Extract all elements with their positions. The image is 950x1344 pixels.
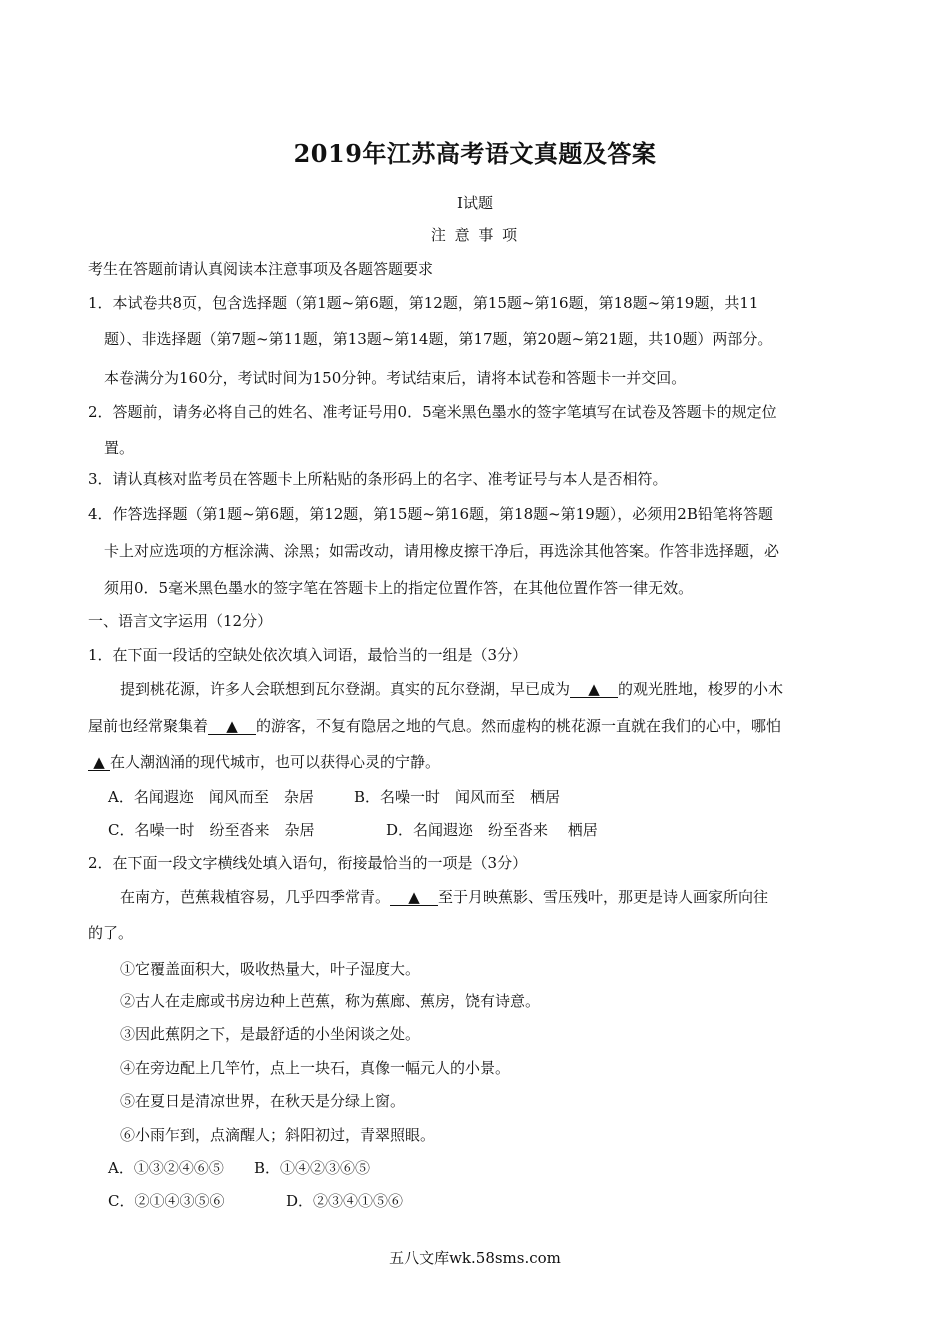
notice-4-line-2: 卡上对应选项的方框涂满、涂黑；如需改动，请用橡皮擦干净后，再选涂其他答案。作答非选择题，必 xyxy=(104,542,780,560)
q1-option-a: A．名闻遐迩 闻风而至 杂居 xyxy=(108,788,314,806)
part-label: I试题 xyxy=(457,194,493,212)
notice-4-line-1: 4．作答选择题（第1题~第6题，第12题，第15题~第16题，第18题~第19题），必须用2B铅笔将答题 xyxy=(88,505,773,523)
q1-passage-text-3: 在人潮汹涌的现代城市，也可以获得心灵的宁静。 xyxy=(110,753,441,771)
notice-2-line-2: 置。 xyxy=(104,439,135,457)
notice-1-line-3: 本卷满分为160分，考试时间为150分钟。考试结束后，请将本试卷和答题卡一并交回。 xyxy=(104,369,687,387)
notice-heading: 注 意 事 项 xyxy=(430,226,520,244)
notice-1-line-2: 题）、非选择题（第7题~第11题，第13题~第14题，第17题，第20题~第21题，共10题）两部分。 xyxy=(104,330,773,348)
notice-2-line-1: 2．答题前，请务必将自己的姓名、准考证号用0．5毫米黑色墨水的签字笔填写在试卷及答题卡的规定位 xyxy=(88,403,777,421)
q2-sentence-2: ②古人在走廊或书房边种上芭蕉，称为蕉廊、蕉房，饶有诗意。 xyxy=(120,992,541,1010)
q2-passage-text-1b: 至于月映蕉影、雪压残叶，那更是诗人画家所向往 xyxy=(438,888,769,906)
q1-passage-line-2 xyxy=(88,715,781,736)
notice-3-line-1: 3．请认真核对监考员在答题卡上所粘贴的条形码上的名字、准考证号与本人是否相符。 xyxy=(88,470,668,488)
answer-blank-2: ▲ xyxy=(208,718,256,735)
section-heading: 一、语言文字运用（12分） xyxy=(88,612,273,630)
q1-passage-text-1b: 的观光胜地，梭罗的小木 xyxy=(618,680,784,698)
q2-sentence-4: ④在旁边配上几竿竹，点上一块石，真像一幅元人的小景。 xyxy=(120,1059,511,1077)
q2-sentence-5: ⑤在夏日是清凉世界，在秋天是分绿上窗。 xyxy=(120,1092,406,1110)
intro-text: 考生在答题前请认真阅读本注意事项及各题答题要求 xyxy=(88,260,434,278)
page-title: 2019年江苏高考语文真题及答案 xyxy=(293,139,657,168)
q1-option-d: D．名闻遐迩 纷至沓来 栖居 xyxy=(386,821,598,839)
q1-option-c: C．名噪一时 纷至沓来 杂居 xyxy=(108,821,315,839)
q1-passage-text-1a: 提到桃花源，许多人会联想到瓦尔登湖。真实的瓦尔登湖，早已成为 xyxy=(120,680,571,698)
answer-blank-1: ▲ xyxy=(570,681,618,698)
q1-option-b: B．名噪一时 闻风而至 栖居 xyxy=(354,788,561,806)
q2-stem: 2．在下面一段文字横线处填入语句，衔接最恰当的一项是（3分） xyxy=(88,854,528,872)
answer-blank-3: ▲ xyxy=(88,754,110,771)
q1-stem: 1．在下面一段话的空缺处依次填入词语，最恰当的一组是（3分） xyxy=(88,646,528,664)
q2-sentence-6: ⑥小雨乍到，点滴醒人；斜阳初过，青翠照眼。 xyxy=(120,1126,436,1144)
q1-passage-text-2a: 屋前也经常聚集着 xyxy=(88,717,209,735)
notice-4-line-3: 须用0．5毫米黑色墨水的签字笔在答题卡上的指定位置作答，在其他位置作答一律无效。 xyxy=(104,579,694,597)
q2-passage-line-1 xyxy=(120,886,768,907)
q2-passage-line-2: 的了。 xyxy=(88,924,134,942)
q2-sentence-3: ③因此蕉阴之下，是最舒适的小坐闲谈之处。 xyxy=(120,1025,421,1043)
q2-option-c: C．②①④③⑤⑥ xyxy=(108,1192,225,1210)
q2-passage-text-1a: 在南方，芭蕉栽植容易，几乎四季常青。 xyxy=(120,888,391,906)
answer-blank-4: ▲ xyxy=(390,889,438,906)
q2-option-d: D．②③④①⑤⑥ xyxy=(286,1192,404,1210)
q2-option-b: B．①④②③⑥⑤ xyxy=(254,1159,371,1177)
q2-option-a: A．①③②④⑥⑤ xyxy=(108,1159,224,1177)
footer-watermark: 五八文库wk.58sms.com xyxy=(389,1249,561,1267)
q1-passage-line-1 xyxy=(120,678,783,699)
notice-1-line-1: 1．本试卷共8页，包含选择题（第1题~第6题，第12题，第15题~第16题，第18题~第19题，共11 xyxy=(88,294,759,312)
q2-sentence-1: ①它覆盖面积大，吸收热量大，叶子湿度大。 xyxy=(120,960,421,978)
q1-passage-line-3 xyxy=(88,751,440,772)
q1-passage-text-2b: 的游客，不复有隐居之地的气息。然而虚构的桃花源一直就在我们的心中，哪怕 xyxy=(256,717,782,735)
